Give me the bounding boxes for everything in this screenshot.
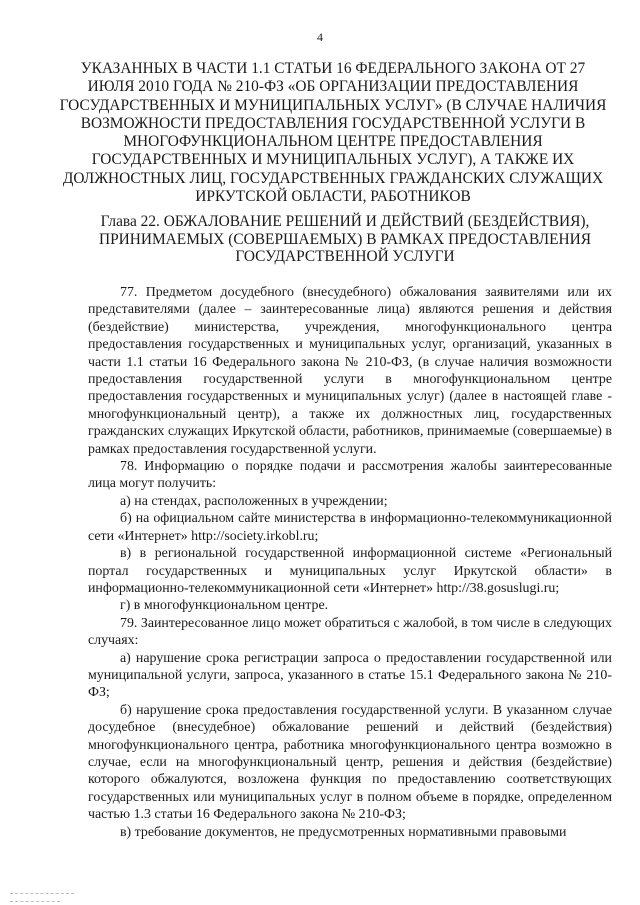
list-item-79a: а) нарушение срока регистрации запроса о предоставлении государственной или муниципальной услуги, запроса, указанного в статье 15.1 Федерального закона № 210-ФЗ; <box>88 650 612 701</box>
scan-artifact-line <box>10 893 74 894</box>
paragraph-78: 78. Информацию о порядке подачи и рассмотрения жалобы заинтересованные лица могут получить: <box>88 459 612 492</box>
scan-artifact-line <box>10 901 60 902</box>
chapter-title: Глава 22. ОБЖАЛОВАНИЕ РЕШЕНИЙ И ДЕЙСТВИЙ (БЕЗДЕЙСТВИЯ), ПРИНИМАЕМЫХ (СОВЕРШАЕМЫХ) В РАМКАХ ПРЕДОСТАВЛЕНИЯ ГОСУДАРСТВЕННОЙ УСЛУГИ <box>98 213 591 265</box>
paragraph-77: 77. Предметом досудебного (внесудебного) обжалования заявителями или их представителями (далее – заинтересованные лица) являются решения и действия (бездействие) министерства, учреждения, многофункционального центра предоставления государственных и муниципальных услуг, организаций, указанных в части 1.1 статьи 16 Федерального закона № 210-ФЗ, (в случае наличия возможности предоставления государственной услуги в многофункциональном центре предоставления государственных и муниципальных услуг) (далее в настоящей главе - многофункциональный центр), а также их должностных лиц, государственных гражданских служащих Иркутской области, работников, принимаемые (совершаемые) в рамках предоставления государственной услуги. <box>88 285 612 457</box>
section-heading: УКАЗАННЫХ В ЧАСТИ 1.1 СТАТЬИ 16 ФЕДЕРАЛЬНОГО ЗАКОНА ОТ 27 ИЮЛЯ 2010 ГОДА № 210-ФЗ «ОБ ОРГАНИЗАЦИИ ПРЕДОСТАВЛЕНИЯ ГОСУДАРСТВЕННЫХ И МУНИЦИПАЛЬНЫХ УСЛУГ» (В СЛУЧАЕ НАЛИЧИЯ ВОЗМОЖНОСТИ ПРЕДОСТАВЛЕНИЯ ГОСУДАРСТВЕННОЙ УСЛУГИ В МНОГОФУНКЦИОНАЛЬНОМ ЦЕНТРЕ ПРЕДОСТАВЛЕНИЯ ГОСУДАРСТВЕННЫХ И МУНИЦИПАЛЬНЫХ УСЛУГ), А ТАКЖЕ ИХ ДОЛЖНОСТНЫХ ЛИЦ, ГОСУДАРСТВЕННЫХ ГРАЖДАНСКИХ СЛУЖАЩИХ ИРКУТСКОЙ ОБЛАСТИ, РАБОТНИКОВ <box>59 60 607 206</box>
list-item-78b: б) на официальном сайте министерства в информационно-телекоммуникационной сети «Интернет» http://society.irkobl.ru; <box>88 511 612 544</box>
list-item-78a: а) на стендах, расположенных в учреждении; <box>120 493 388 509</box>
paragraph-79: 79. Заинтересованное лицо может обратиться с жалобой, в том числе в следующих случаях: <box>88 615 612 649</box>
list-item-79v: в) требование документов, не предусмотренных нормативными правовыми <box>120 824 567 840</box>
list-item-78v: в) в региональной государственной информационной системе «Региональный портал государственных и муниципальных услуг Иркутской области» в информационно-телекоммуникационной сети «Интернет» http://38.gosuslugi.ru; <box>88 546 612 596</box>
document-body <box>88 284 612 841</box>
page-number: 4 <box>317 30 323 44</box>
list-item-78g: г) в многофункциональном центре. <box>120 598 329 614</box>
list-item-79b: б) нарушение срока предоставления государственной услуги. В указанном случае досудебное (внесудебное) обжалование решений и действий (бездействия) многофункционального центра, работника многофункционального центра возможно в случае, если на многофункциональный центр, решения и действия (бездействие) которого обжалуются, возложена функция по предоставлению соответствующих государственных или муниципальных услуг в полном объеме в порядке, определенном частью 1.3 статьи 16 Федерального закона № 210-ФЗ; <box>88 702 612 823</box>
